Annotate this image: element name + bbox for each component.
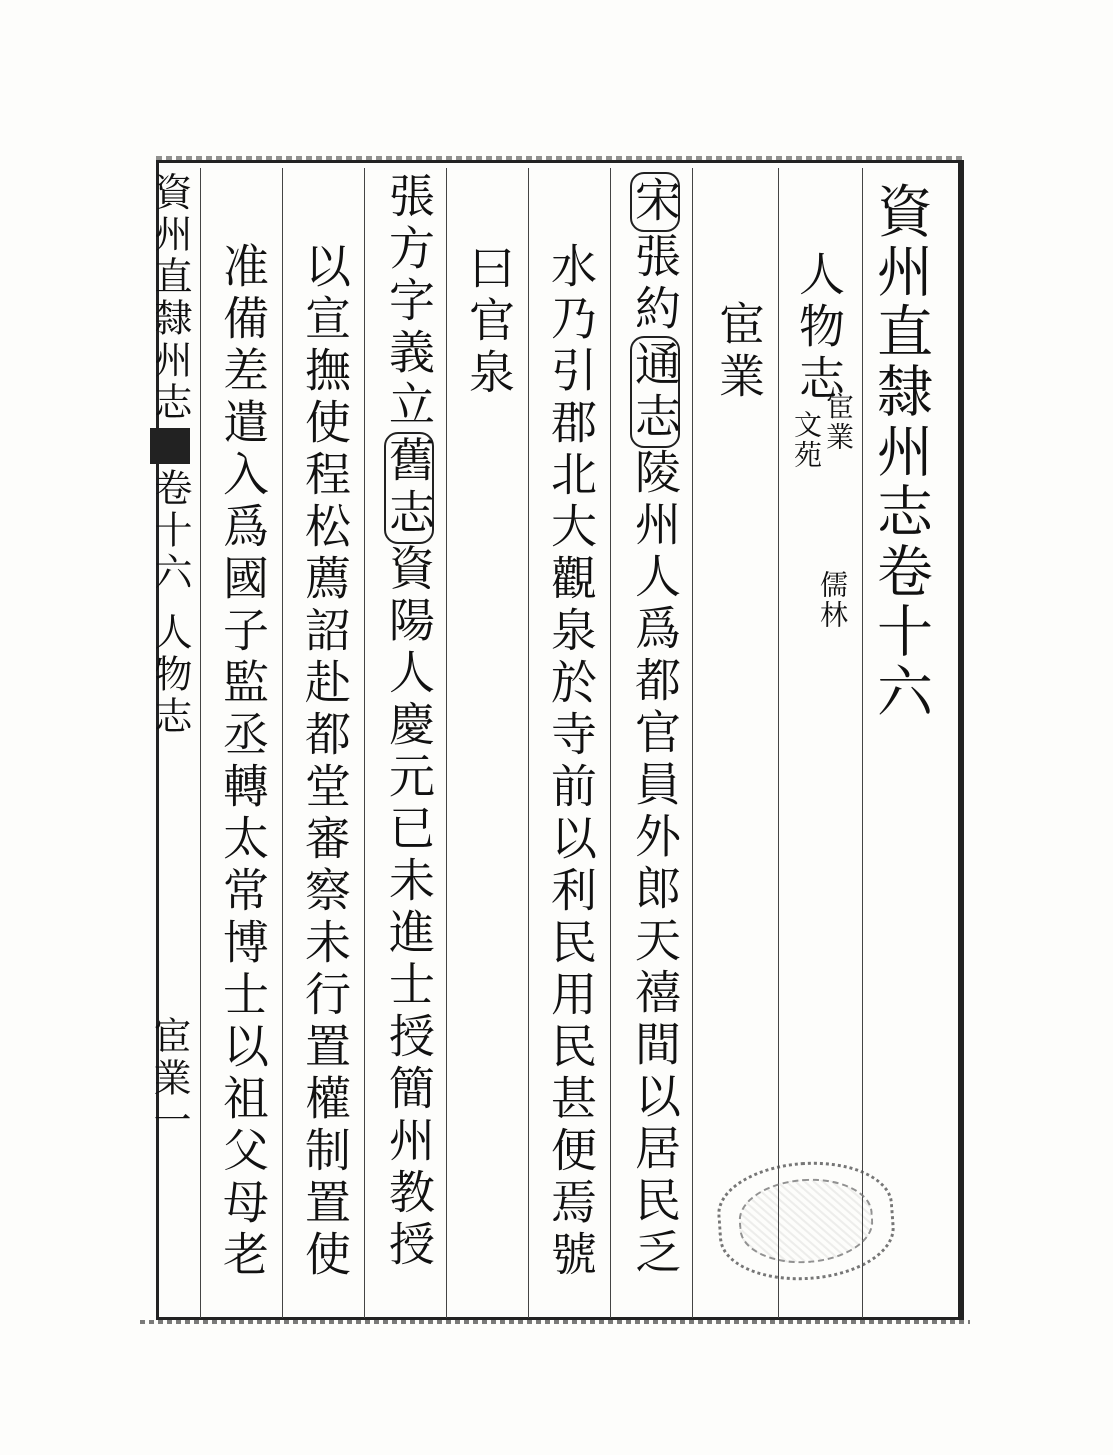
subsection-label <box>816 570 849 630</box>
text-run: 張方字義立 <box>382 172 436 432</box>
text-column <box>298 242 352 1282</box>
margin-title <box>150 172 190 738</box>
margin-page-label-text: 宦業一 <box>147 1016 191 1142</box>
margin-page-label <box>147 1016 191 1142</box>
margin-volume: 卷十六 <box>148 468 192 594</box>
subsection-label <box>822 392 855 452</box>
subsection-text: 儒林 <box>816 570 849 630</box>
text-run: 准備差遣入爲國子監丞轉太常博士以祖父母老 <box>216 242 270 1282</box>
section-heading-text: 宦業 <box>712 300 766 404</box>
category-label <box>792 250 846 406</box>
margin-title-text: 資州直隸州志 <box>148 172 192 424</box>
text-run: 陵州人爲都官員外郎天禧間以居民乏 <box>628 448 682 1280</box>
text-run: 以宣撫使程松薦詔赴都堂審察未行置權制置使 <box>298 242 352 1282</box>
text-run: 水乃引郡北大觀泉於寺前以利民用民甚便焉號 <box>544 242 598 1282</box>
column-rule <box>200 168 201 1318</box>
column-rule <box>692 168 693 1318</box>
column-rule <box>364 168 365 1318</box>
source-citation: 通志 <box>630 336 680 448</box>
volume-title-text: 資州直隸州志卷十六 <box>868 182 933 722</box>
subsection-label <box>790 410 823 470</box>
text-run: 張約 <box>628 232 682 336</box>
text-column <box>544 242 598 1282</box>
subsection-text: 宦業 <box>822 392 855 452</box>
category-text: 人物志 <box>792 250 846 406</box>
bottom-border-texture <box>140 1320 970 1324</box>
text-run: 資陽人慶元已未進士授簡州教授 <box>382 544 436 1272</box>
dynasty-mark: 宋 <box>630 172 680 232</box>
column-rule <box>282 168 283 1318</box>
text-column <box>462 244 516 400</box>
volume-title <box>868 182 933 722</box>
text-column <box>384 172 434 1272</box>
text-column <box>630 172 680 1280</box>
column-rule <box>778 168 779 1318</box>
margin-section: 人物志 <box>148 612 192 738</box>
source-citation: 舊志 <box>384 432 434 544</box>
seal-inner <box>736 1174 876 1267</box>
subsection-text: 文苑 <box>790 410 823 470</box>
column-rule <box>446 168 447 1318</box>
text-run: 曰官泉 <box>462 244 516 400</box>
column-rule <box>862 168 863 1318</box>
text-column <box>216 242 270 1282</box>
ink-block <box>150 428 190 464</box>
column-rule <box>528 168 529 1318</box>
column-rule <box>610 168 611 1318</box>
section-heading <box>712 300 766 404</box>
